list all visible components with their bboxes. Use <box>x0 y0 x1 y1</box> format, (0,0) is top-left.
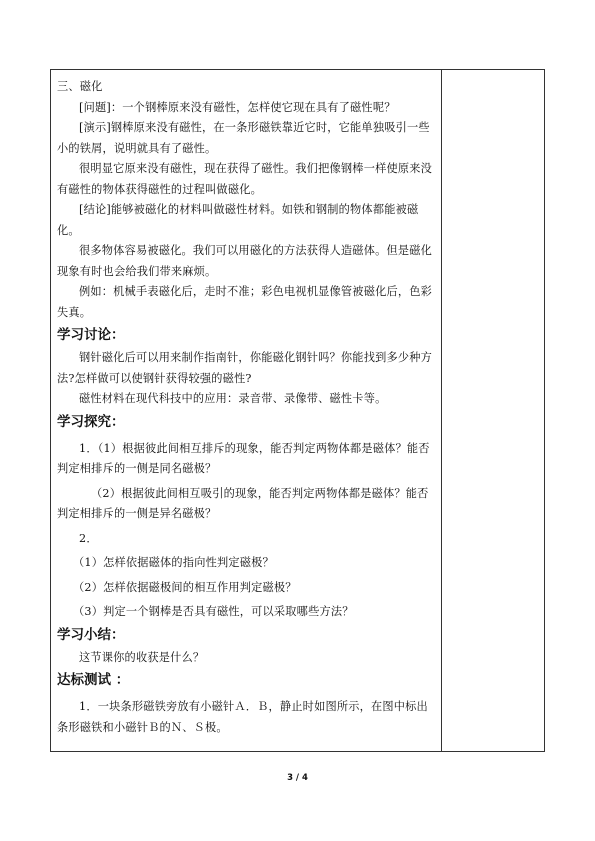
inquiry-heading: 学习探究： <box>57 413 125 430</box>
notes-column-cell <box>442 70 544 751</box>
inquiry-item-2-2: （2）怎样依据磁极间的相互作用判定磁极？ <box>73 580 297 594</box>
note-paragraph: 很多物体容易被磁化。我们可以用磁化的方法获得人造磁体。但是磁化现象有时也会给我们带来麻烦。 <box>57 244 433 278</box>
inquiry-item-1a: 1．（1）根据彼此间相互排斥的现象，能否判定两物体都是磁体？能否判定相排斥的一侧是同名磁极？ <box>57 441 430 475</box>
page-number: 3 / 4 <box>287 773 308 783</box>
explanation-paragraph: 很明显它原来没有磁性，现在获得了磁性。我们把像钢棒一样使原来没有磁性的物体获得磁性的过程叫做磁化。 <box>57 162 433 196</box>
summary-heading: 学习小结： <box>57 626 125 643</box>
section-heading-magnetization: 三、磁化 <box>57 80 103 93</box>
question-paragraph: [问题]：一个钢棒原来没有磁性，怎样使它现在具有了磁性呢？ <box>79 100 396 114</box>
summary-prompt: 这节课你的收获是什么？ <box>79 650 205 664</box>
inquiry-item-2-1: （1）怎样依据磁体的指向性判定磁极？ <box>73 556 274 569</box>
discussion-applications: 磁性材料在现代科技中的应用：录音带、录像带、磁性卡等。 <box>79 392 387 405</box>
inquiry-item-2-3: （3）判定一个钢棒是否具有磁性，可以采取哪些方法？ <box>73 605 354 618</box>
lesson-table <box>50 69 545 752</box>
test-question-1: 1．一块条形磁铁旁放有小磁针Ａ．Ｂ，静止时如图所示，在图中标出条形磁铁和小磁针Ｂ的Ｎ、Ｓ极。 <box>57 700 428 734</box>
discussion-heading: 学习讨论： <box>57 327 125 343</box>
test-heading: 达标测试 ： <box>57 672 130 688</box>
inquiry-item-1b: （2）根据彼此间相互吸引的现象，能否判定两物体都是磁体？能否判定相排斥的一侧是异名磁极？ <box>57 486 429 520</box>
lesson-content-cell <box>51 70 441 751</box>
demo-paragraph: [演示]钢棒原来没有磁性，在一条形磁铁靠近它时，它能单独吸引一些小的铁屑，说明就具有了磁性。 <box>57 121 430 155</box>
conclusion-paragraph: [结论]能够被磁化的材料叫做磁性材料。如铁和钢制的物体都能被磁化。 <box>57 203 419 237</box>
inquiry-item-2: 2． <box>79 531 98 545</box>
example-paragraph: 例如：机械手表磁化后，走时不准；彩色电视机显像管被磁化后，色彩失真。 <box>57 285 433 319</box>
discussion-question: 钢针磁化后可以用来制作指南针，你能磁化钢针吗？你能找到多少种方法?怎样做可以使钢针获得较强的磁性? <box>57 351 433 385</box>
